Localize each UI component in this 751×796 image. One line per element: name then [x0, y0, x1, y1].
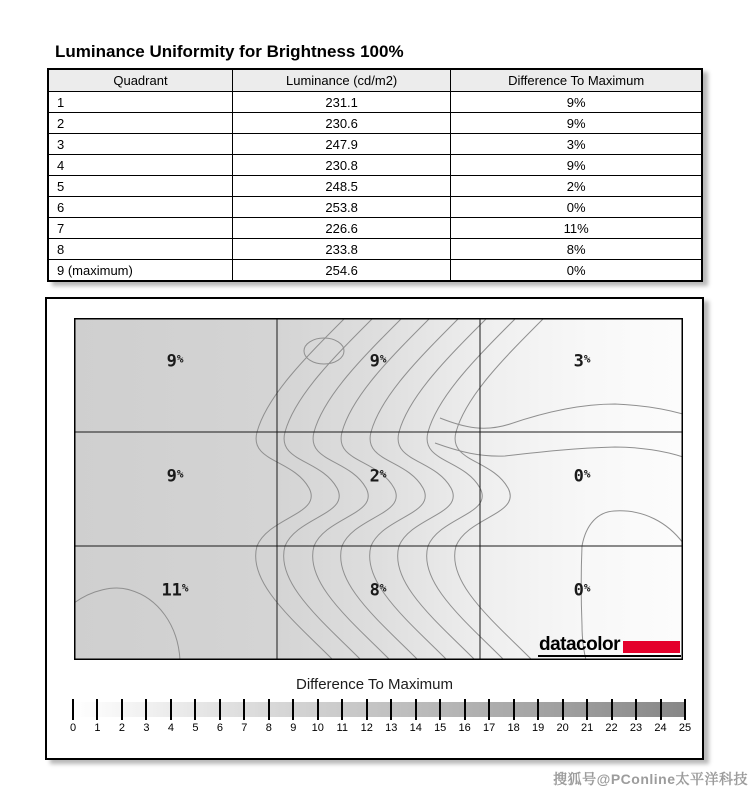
- table-row: [48, 197, 702, 218]
- colorbar-tick: [341, 699, 343, 720]
- table-row: [48, 218, 702, 239]
- cell-percentage-label: [369, 351, 387, 372]
- table-cell: 0%: [451, 197, 702, 218]
- colorbar-tick: [488, 699, 490, 720]
- colorbar-tick: [292, 699, 294, 720]
- colorbar-tick-label: 25: [678, 722, 692, 734]
- colorbar-tick-label: 19: [531, 722, 545, 734]
- table-cell: 230.8: [232, 155, 450, 176]
- colorbar-tick-label: 22: [605, 722, 618, 734]
- datacolor-logo-text: datacolor: [538, 633, 620, 655]
- table-cell: 2: [48, 113, 232, 134]
- table-row: [48, 239, 702, 260]
- colorbar-tick-label: 0: [69, 722, 77, 734]
- colorbar-tick-label: 2: [118, 722, 126, 734]
- colorbar-tick: [145, 699, 147, 720]
- colorbar-tick: [72, 699, 74, 720]
- percent-sign: %: [176, 352, 184, 366]
- contour-plot: [74, 318, 683, 660]
- table-header-row: [48, 69, 702, 92]
- colorbar-tick-label: 24: [654, 722, 667, 734]
- percent-sign: %: [379, 467, 387, 481]
- colorbar-tick-label: 7: [241, 722, 248, 734]
- percent-sign: %: [379, 581, 387, 595]
- colorbar-tick-label: 16: [458, 722, 471, 734]
- watermark: 搜狐号@PConline太平洋科技: [553, 771, 748, 787]
- colorbar-tick-label: 4: [167, 722, 174, 734]
- colorbar-tick: [390, 699, 392, 720]
- cell-percentage-label: [369, 466, 387, 487]
- colorbar-tick-label: 18: [507, 722, 520, 734]
- luminance-table-container: [47, 68, 703, 282]
- colorbar-tick: [611, 699, 613, 720]
- percent-sign: %: [583, 581, 591, 595]
- colorbar-tick: [194, 699, 196, 720]
- colorbar-tick: [586, 699, 588, 720]
- cell-percentage-value: 3: [573, 351, 584, 372]
- percent-sign: %: [583, 352, 591, 366]
- table-cell: 2%: [451, 176, 702, 197]
- table-row: [48, 260, 702, 282]
- table-cell: 11%: [451, 218, 702, 239]
- cell-percentage-label: [573, 466, 591, 487]
- colorbar-tick: [635, 699, 637, 720]
- cell-percentage-label: [161, 580, 189, 601]
- table-cell: 253.8: [232, 197, 450, 218]
- cell-percentage-value: 11: [161, 580, 182, 601]
- column-header-quadrant: Quadrant: [48, 69, 232, 92]
- table-row: [48, 134, 702, 155]
- colorbar-tick-label: 21: [580, 722, 594, 734]
- table-cell: 0%: [451, 260, 702, 282]
- table-cell: 9%: [451, 113, 702, 134]
- table-cell: 247.9: [232, 134, 450, 155]
- table-cell: 7: [48, 218, 232, 239]
- luminance-table: [47, 68, 703, 282]
- table-cell: 233.8: [232, 239, 450, 260]
- colorbar-tick: [415, 699, 417, 720]
- colorbar-tick-label: 13: [385, 722, 398, 734]
- colorbar-tick: [243, 699, 245, 720]
- table-cell: 9%: [451, 92, 702, 113]
- table-cell: 5: [48, 176, 232, 197]
- colorbar-tick: [464, 699, 466, 720]
- colorbar-ticks: [69, 699, 692, 737]
- colorbar-tick-label: 3: [143, 722, 150, 734]
- cell-percentage-value: 0: [573, 580, 584, 601]
- colorbar-tick: [513, 699, 515, 720]
- colorbar-tick: [684, 699, 686, 720]
- logo-accent-bar: [623, 641, 680, 653]
- cell-percentage-value: 0: [573, 466, 584, 487]
- table-cell: 9%: [451, 155, 702, 176]
- cell-percentage-value: 9: [166, 466, 177, 487]
- percent-sign: %: [583, 467, 591, 481]
- colorbar-tick: [366, 699, 368, 720]
- table-cell: 4: [48, 155, 232, 176]
- table-cell: 6: [48, 197, 232, 218]
- table-cell: 1: [48, 92, 232, 113]
- colorbar-tick-label: 20: [556, 722, 569, 734]
- cell-percentage-value: 9: [166, 351, 177, 372]
- percent-sign: %: [379, 352, 387, 366]
- colorbar-tick: [660, 699, 662, 720]
- colorbar-tick-label: 10: [311, 722, 324, 734]
- colorbar-tick-label: 15: [434, 722, 447, 734]
- colorbar-tick: [121, 699, 123, 720]
- cell-percentage-label: [369, 580, 387, 601]
- table-cell: 254.6: [232, 260, 450, 282]
- colorbar-tick-label: 6: [216, 722, 223, 734]
- colorbar-tick-label: 14: [409, 722, 422, 734]
- colorbar-tick-label: 17: [483, 722, 496, 734]
- colorbar-tick-label: 11: [336, 722, 348, 734]
- column-header-difference: Difference To Maximum: [451, 69, 702, 92]
- table-cell: 8: [48, 239, 232, 260]
- table-body: [48, 92, 702, 282]
- colorbar-tick-label: 1: [94, 722, 101, 734]
- table-cell: 3: [48, 134, 232, 155]
- table-cell: 230.6: [232, 113, 450, 134]
- table-cell: 226.6: [232, 218, 450, 239]
- colorbar-tick: [562, 699, 564, 720]
- colorbar-tick: [96, 699, 98, 720]
- colorbar-tick-label: 5: [192, 722, 199, 734]
- colorbar-tick-label: 8: [265, 722, 272, 734]
- colorbar-tick-label: 12: [360, 722, 373, 734]
- cell-percentage-label: [573, 351, 591, 372]
- colorbar: [69, 699, 692, 737]
- table-row: [48, 176, 702, 197]
- colorbar-tick: [317, 699, 319, 720]
- colorbar-tick: [170, 699, 172, 720]
- cell-percentage-value: 2: [369, 466, 380, 487]
- cell-percentage-value: 8: [369, 580, 380, 601]
- table-row: [48, 113, 702, 134]
- table-cell: 248.5: [232, 176, 450, 197]
- table-cell: 231.1: [232, 92, 450, 113]
- table-cell: 8%: [451, 239, 702, 260]
- cell-percentage-label: [166, 351, 184, 372]
- cell-percentage-value: 9: [369, 351, 380, 372]
- datacolor-logo: [538, 633, 681, 657]
- colorbar-tick: [219, 699, 221, 720]
- table-cell: 3%: [451, 134, 702, 155]
- colorbar-tick: [268, 699, 270, 720]
- percent-sign: %: [181, 581, 189, 595]
- cell-percentage-label: [573, 580, 591, 601]
- colorbar-tick: [439, 699, 441, 720]
- table-row: [48, 155, 702, 176]
- cell-percentage-label: [166, 466, 184, 487]
- column-header-luminance: Luminance (cd/m2): [232, 69, 450, 92]
- percent-sign: %: [176, 467, 184, 481]
- page-title: Luminance Uniformity for Brightness 100%: [55, 42, 404, 62]
- colorbar-title: Difference To Maximum: [295, 676, 453, 693]
- uniformity-chart-panel: [45, 297, 704, 760]
- colorbar-tick-label: 9: [290, 722, 297, 734]
- table-cell: 9 (maximum): [48, 260, 232, 282]
- table-row: [48, 92, 702, 113]
- colorbar-tick: [537, 699, 539, 720]
- colorbar-tick-label: 23: [629, 722, 643, 734]
